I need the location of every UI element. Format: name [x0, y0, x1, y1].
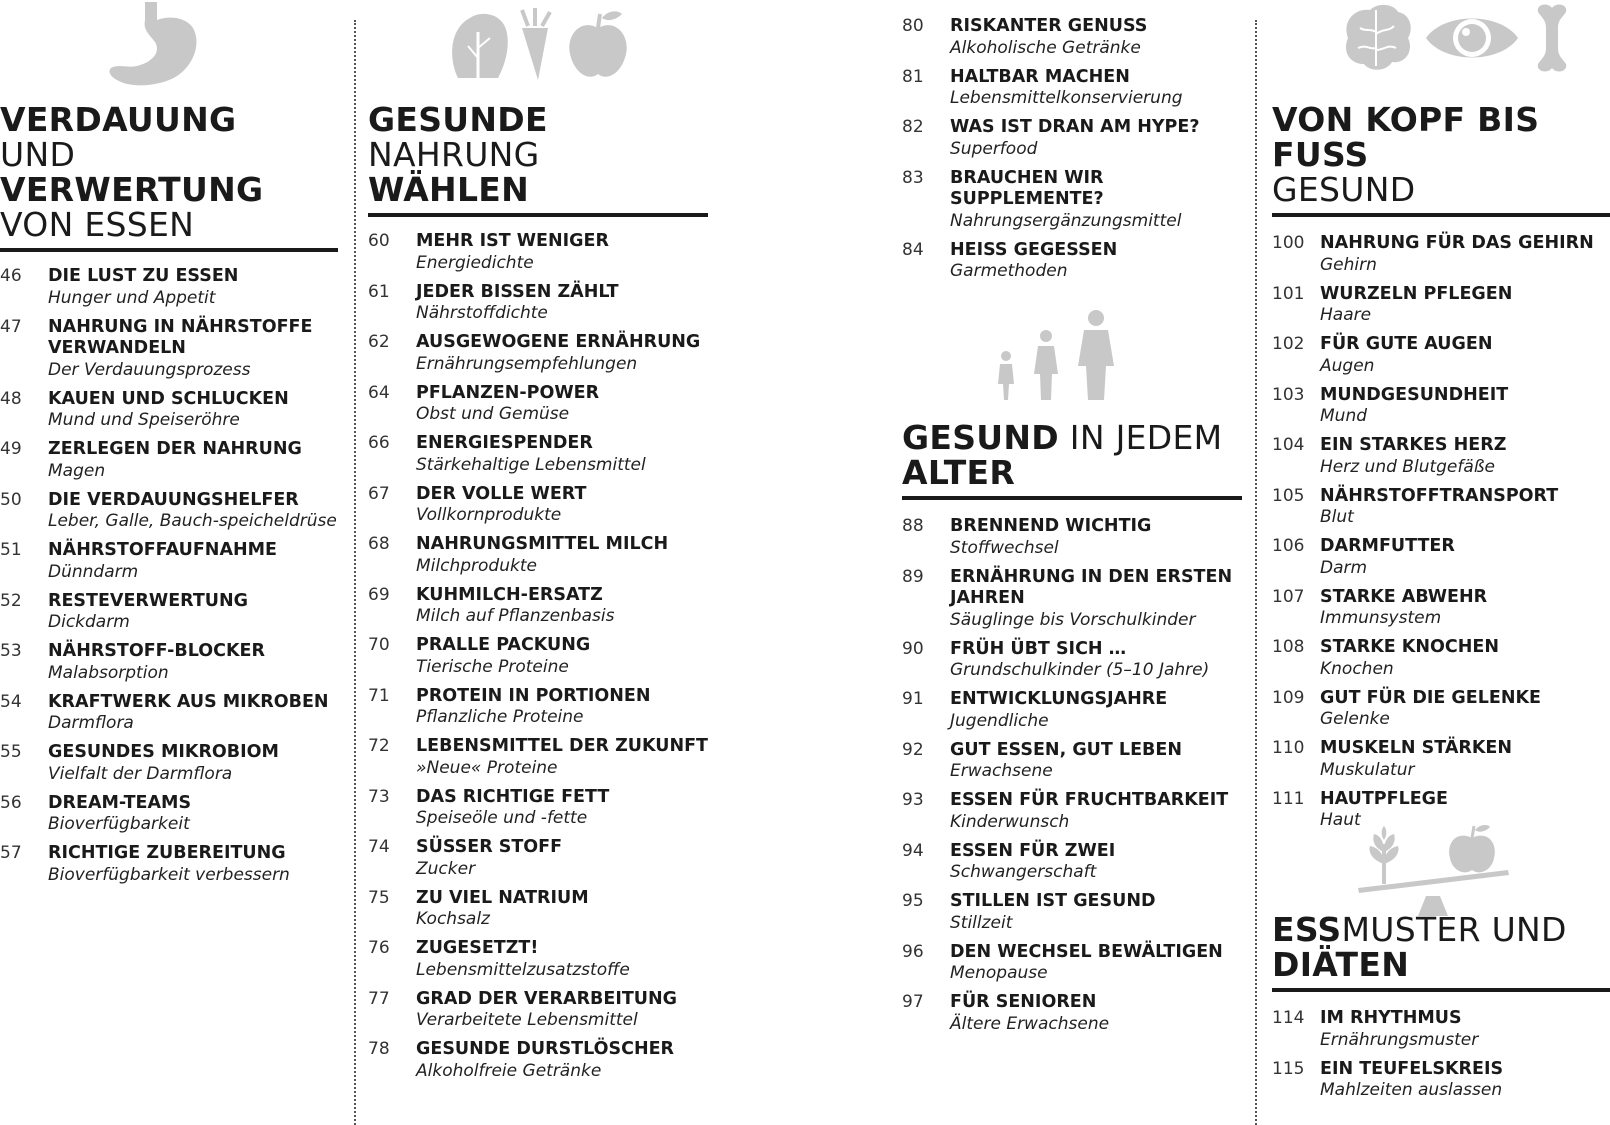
entry-subtitle: Jugendliche — [950, 710, 1049, 731]
page-number: 67 — [368, 483, 390, 504]
entry-subtitle: Kochsalz — [416, 909, 490, 929]
entry-title: JEDER BISSEN ZÄHLT — [416, 281, 619, 302]
entry-title: KRAFTWERK AUS MIKROBEN — [48, 691, 329, 712]
page-number: 95 — [902, 891, 924, 911]
heading-part: GESUND — [1272, 170, 1416, 209]
entry-title: ESSEN FÜR FRUCHTBARKEIT — [950, 790, 1229, 810]
toc-entry[interactable] — [368, 686, 708, 729]
entry-title: NAHRUNGSMITTEL MILCH — [416, 534, 669, 554]
toc-entry[interactable] — [1272, 688, 1610, 731]
entry-subtitle: Grundschulkinder (5–10 Jahre) — [950, 660, 1210, 680]
page-number: 109 — [1272, 687, 1305, 708]
page-number: 50 — [0, 489, 22, 510]
heading-part: DIÄTEN — [1272, 945, 1410, 984]
page-number: 75 — [368, 887, 390, 908]
entry-title: GESUNDES MIKROBIOM — [48, 742, 279, 762]
toc-entry[interactable] — [1272, 385, 1610, 428]
page-number: 82 — [902, 117, 924, 137]
page-number: 70 — [368, 635, 390, 655]
page-number: 64 — [368, 382, 390, 403]
page-number: 88 — [902, 516, 924, 536]
page-number: 51 — [0, 540, 22, 560]
entry-subtitle: Immunsystem — [1320, 608, 1442, 628]
entry-title: ZERLEGEN DER NAHRUNG — [48, 439, 302, 459]
toc-entry[interactable] — [902, 942, 1242, 985]
heading-part: UND — [0, 135, 76, 174]
entry-subtitle: Darmflora — [48, 713, 134, 733]
entry-title: MUSKELN STÄRKEN — [1320, 738, 1512, 758]
toc-entry[interactable] — [1272, 738, 1610, 781]
page-number: 97 — [902, 992, 924, 1012]
entry-title: RISKANTER GENUSS — [950, 16, 1148, 36]
entry-title: WURZELN PFLEGEN — [1320, 283, 1513, 304]
heading-part: VERWERTUNG — [0, 170, 264, 209]
toc-list-continued — [902, 16, 1242, 290]
page-number: 78 — [368, 1039, 390, 1059]
entry-title: LEBENSMITTEL DER ZUKUNFT — [416, 736, 708, 756]
heading-part: VON KOPF BIS FUSS — [1272, 100, 1540, 174]
entry-subtitle: Alkoholfreie Getränke — [416, 1060, 602, 1081]
column-divider — [1255, 20, 1257, 1125]
entry-subtitle: Nahrungsergänzungsmittel — [950, 210, 1182, 231]
entry-title: DER VOLLE WERT — [416, 483, 587, 504]
entry-title: STARKE KNOCHEN — [1320, 637, 1499, 657]
toc-entry[interactable] — [0, 692, 338, 735]
heading-line — [1272, 947, 1610, 982]
entry-subtitle: Obst und Gemüse — [416, 404, 570, 424]
entry-subtitle: Nährstoffdichte — [416, 303, 548, 323]
page-number: 62 — [368, 332, 390, 352]
entry-subtitle: Herz und Blutgefäße — [1320, 456, 1495, 477]
page-number: 107 — [1272, 586, 1305, 607]
entry-title: ENERGIESPENDER — [416, 433, 593, 453]
toc-entry[interactable] — [368, 484, 708, 527]
entry-subtitle: Alkoholische Getränke — [950, 37, 1141, 58]
entry-title: DAS RICHTIGE FETT — [416, 786, 610, 807]
page-number: 104 — [1272, 435, 1305, 455]
toc-entry[interactable] — [368, 888, 708, 931]
page-number: 108 — [1272, 637, 1305, 657]
page-number: 94 — [902, 840, 924, 861]
page-number: 52 — [0, 590, 22, 611]
entry-subtitle: Stillzeit — [950, 912, 1013, 933]
entry-title: FÜR GUTE AUGEN — [1320, 334, 1493, 354]
toc-entry[interactable] — [0, 439, 338, 482]
toc-entry[interactable] — [902, 240, 1242, 283]
entry-title: KUHMILCH-ERSATZ — [416, 584, 603, 605]
toc-entry[interactable] — [1272, 486, 1610, 529]
toc-list — [1272, 233, 1610, 832]
family-icon — [996, 306, 1126, 402]
entry-subtitle: Tierische Proteine — [416, 656, 569, 677]
page-number: 111 — [1272, 788, 1305, 809]
entry-subtitle: Mahlzeiten auslassen — [1320, 1080, 1503, 1100]
heading-part: IN JEDEM — [1059, 418, 1223, 457]
heading-line — [902, 455, 1242, 490]
body-icons — [1340, 2, 1580, 74]
entry-subtitle: Gelenke — [1320, 709, 1390, 729]
entry-title: IM RHYTHMUS — [1320, 1008, 1462, 1028]
toc-entry[interactable] — [902, 16, 1242, 59]
entry-subtitle: Menopause — [950, 963, 1048, 983]
heading-line — [0, 137, 338, 207]
entry-subtitle: Mund — [1320, 406, 1368, 426]
entry-title: WAS IST DRAN AM HYPE? — [950, 117, 1200, 137]
toc-entry[interactable] — [368, 534, 708, 577]
section-heading — [368, 102, 708, 207]
page-number: 106 — [1272, 536, 1305, 556]
page-number: 102 — [1272, 334, 1305, 354]
entry-title: NÄHRSTOFFAUFNAHME — [48, 540, 278, 560]
entry-title: DEN WECHSEL BEWÄLTIGEN — [950, 941, 1223, 962]
heading-part: ALTER — [902, 453, 1016, 492]
heading-part: GESUND — [902, 418, 1060, 457]
page-number: 66 — [368, 433, 390, 453]
toc-entry[interactable] — [0, 843, 338, 886]
entry-title: GESUNDE DURSTLÖSCHER — [416, 1039, 675, 1059]
entry-title: DREAM-TEAMS — [48, 792, 192, 813]
entry-title: EIN STARKES HERZ — [1320, 435, 1507, 455]
page-number: 114 — [1272, 1008, 1305, 1028]
entry-subtitle: Speiseöle und -fette — [416, 808, 588, 828]
heading-line — [1272, 172, 1610, 207]
entry-title: DARMFUTTER — [1320, 536, 1455, 556]
page-number: 71 — [368, 685, 390, 706]
toc-entry[interactable] — [1272, 334, 1610, 377]
heading-line — [1272, 912, 1610, 947]
entry-title: FRÜH ÜBT SICH … — [950, 638, 1127, 659]
toc-entry[interactable] — [0, 793, 338, 836]
entry-title: PROTEIN IN PORTIONEN — [416, 685, 651, 706]
toc-entry[interactable] — [902, 168, 1242, 233]
entry-subtitle: Zucker — [416, 858, 476, 879]
heading-part: ESS — [1272, 910, 1342, 949]
entry-title: NAHRUNG FÜR DAS GEHIRN — [1320, 233, 1594, 253]
entry-title: STARKE ABWEHR — [1320, 586, 1488, 607]
entry-subtitle: Haare — [1320, 305, 1372, 325]
toc-entry[interactable] — [368, 383, 708, 426]
heading-line — [368, 102, 708, 172]
heading-rule — [1272, 988, 1610, 992]
entry-title: KAUEN UND SCHLUCKEN — [48, 388, 289, 409]
entry-title: PFLANZEN-POWER — [416, 382, 600, 403]
page-number: 48 — [0, 388, 22, 409]
heading-rule — [902, 496, 1242, 500]
entry-subtitle: Superfood — [950, 138, 1038, 159]
entry-title: EIN TEUFELSKREIS — [1320, 1058, 1504, 1079]
entry-subtitle: Darm — [1320, 557, 1368, 578]
toc-entry[interactable] — [1272, 587, 1610, 630]
page-number: 55 — [0, 742, 22, 762]
page-number: 53 — [0, 641, 22, 661]
entry-title: NÄHRSTOFFTRANSPORT — [1320, 485, 1559, 506]
entry-title: ERNÄHRUNG IN DEN ERSTEN JAHREN — [950, 566, 1233, 608]
toc-entry[interactable] — [902, 567, 1242, 632]
page-number: 103 — [1272, 384, 1305, 405]
heading-part: VON ESSEN — [0, 205, 195, 244]
page-number: 57 — [0, 843, 22, 863]
toc-entry[interactable] — [368, 938, 708, 981]
page-number: 90 — [902, 638, 924, 659]
entry-subtitle: Bioverfügbarkeit verbessern — [48, 864, 290, 885]
toc-entry[interactable] — [0, 641, 338, 684]
entry-title: AUSGEWOGENE ERNÄHRUNG — [416, 332, 701, 352]
page-number: 110 — [1272, 738, 1305, 758]
page-number: 61 — [368, 281, 390, 302]
heading-line — [0, 207, 338, 242]
toc-entry[interactable] — [0, 540, 338, 583]
page-number: 56 — [0, 792, 22, 813]
entry-subtitle: Lebensmittelzusatzstoffe — [416, 959, 630, 980]
entry-subtitle: Vollkornprodukte — [416, 505, 562, 525]
toc-entry[interactable] — [1272, 637, 1610, 680]
entry-title: GUT FÜR DIE GELENKE — [1320, 687, 1542, 708]
entry-title: BRAUCHEN WIR SUPPLEMENTE? — [950, 167, 1104, 209]
toc-entry[interactable] — [902, 740, 1242, 783]
toc-entry[interactable] — [902, 841, 1242, 884]
page-number: 105 — [1272, 485, 1305, 506]
entry-subtitle: Schwangerschaft — [950, 862, 1097, 882]
toc-entry[interactable] — [902, 117, 1242, 160]
toc-list — [0, 266, 338, 886]
toc-entry[interactable] — [368, 837, 708, 880]
entry-subtitle: Vielfalt der Darmflora — [48, 763, 233, 784]
heading-line — [902, 420, 1242, 455]
toc-entry[interactable] — [902, 67, 1242, 110]
entry-subtitle: Knochen — [1320, 658, 1394, 679]
toc-entry[interactable] — [368, 1039, 708, 1082]
entry-subtitle: Leber, Galle, Bauch-speicheldrüse — [48, 511, 337, 531]
entry-subtitle: Lebensmittelkonservierung — [950, 88, 1183, 108]
apple-icon — [569, 11, 626, 76]
heading-part: MUSTER UND — [1341, 910, 1567, 949]
page-number: 101 — [1272, 283, 1305, 304]
toc-entry[interactable] — [902, 639, 1242, 682]
entry-title: ZU VIEL NATRIUM — [416, 887, 589, 908]
toc-entry[interactable] — [902, 992, 1242, 1035]
entry-subtitle: Hunger und Appetit — [48, 287, 216, 308]
entry-subtitle: Magen — [48, 460, 106, 481]
page-number: 74 — [368, 837, 390, 857]
entry-title: SÜSSER STOFF — [416, 837, 563, 857]
page-number: 73 — [368, 786, 390, 807]
toc-entry[interactable] — [902, 689, 1242, 732]
toc-entry[interactable] — [0, 591, 338, 634]
entry-subtitle: Kinderwunsch — [950, 811, 1070, 832]
toc-entry[interactable] — [1272, 1008, 1610, 1051]
page-number: 68 — [368, 534, 390, 554]
entry-subtitle: Dickdarm — [48, 612, 130, 632]
page-number: 89 — [902, 566, 924, 587]
entry-title: ESSEN FÜR ZWEI — [950, 840, 1116, 861]
toc-entry[interactable] — [0, 266, 338, 309]
entry-subtitle: Ältere Erwachsene — [950, 1013, 1110, 1034]
entry-subtitle: Mund und Speiseröhre — [48, 410, 240, 430]
entry-subtitle: Pflanzliche Proteine — [416, 707, 584, 727]
heading-line — [1272, 102, 1610, 172]
page-number: 91 — [902, 689, 924, 709]
page-number: 96 — [902, 941, 924, 962]
entry-title: RICHTIGE ZUBEREITUNG — [48, 843, 286, 863]
heading-rule — [1272, 213, 1610, 217]
entry-subtitle: Blut — [1320, 507, 1354, 527]
column-kopf-fuss — [1272, 0, 1610, 1125]
column-divider — [354, 20, 356, 1125]
heading-rule — [368, 213, 708, 217]
eye-icon — [1426, 19, 1518, 58]
page-number: 69 — [368, 584, 390, 605]
stomach-icon — [105, 2, 201, 92]
page-number: 93 — [902, 790, 924, 810]
toc-entry[interactable] — [0, 490, 338, 533]
page-number: 80 — [902, 16, 924, 36]
section-heading — [0, 102, 338, 242]
entry-subtitle: Ernährungsmuster — [1320, 1029, 1479, 1050]
heading-line — [368, 172, 708, 207]
entry-subtitle: Erwachsene — [950, 761, 1053, 781]
page-number: 60 — [368, 231, 390, 251]
heading-line — [0, 102, 338, 137]
entry-title: GUT ESSEN, GUT LEBEN — [950, 739, 1182, 760]
heading-part: GESUNDE — [368, 100, 548, 139]
heading-part: VERDAUUNG — [0, 100, 237, 139]
entry-subtitle: Dünndarm — [48, 561, 139, 582]
column-verdauung — [0, 0, 338, 1125]
page-number: 47 — [0, 316, 22, 337]
heading-part: WÄHLEN — [368, 170, 530, 209]
entry-subtitle: Milchprodukte — [416, 555, 537, 576]
entry-title: HEISS GEGESSEN — [950, 239, 1118, 260]
toc-entry[interactable] — [1272, 536, 1610, 579]
section-heading — [1272, 102, 1610, 207]
page-number: 92 — [902, 739, 924, 760]
toc-entry[interactable] — [368, 231, 708, 274]
toc-entry[interactable] — [368, 332, 708, 375]
page-number: 46 — [0, 266, 22, 286]
column-alter — [902, 0, 1242, 1125]
entry-subtitle: Stärkehaltige Lebensmittel — [416, 454, 646, 475]
toc-entry[interactable] — [368, 736, 708, 779]
toc-entry[interactable] — [368, 787, 708, 830]
page-number: 77 — [368, 988, 390, 1009]
toc-entry[interactable] — [0, 389, 338, 432]
entry-subtitle: Haut — [1320, 810, 1361, 830]
brain-icon — [1346, 5, 1411, 70]
entry-title: ENTWICKLUNGSJAHRE — [950, 689, 1168, 709]
toc-entry[interactable] — [368, 989, 708, 1032]
entry-title: MEHR IST WENIGER — [416, 231, 609, 251]
toc-entry[interactable] — [1272, 1059, 1610, 1102]
entry-subtitle: Augen — [1320, 355, 1375, 376]
entry-title: DIE LUST ZU ESSEN — [48, 266, 239, 286]
toc-entry[interactable] — [902, 790, 1242, 833]
column-nahrung — [368, 0, 708, 1125]
toc-list — [368, 231, 708, 1082]
toc-entry[interactable] — [0, 742, 338, 785]
bone-icon — [1538, 5, 1566, 72]
entry-title: DIE VERDAUUNGSHELFER — [48, 489, 299, 510]
page-number: 54 — [0, 691, 22, 712]
page-number: 72 — [368, 736, 390, 756]
entry-title: RESTEVERWERTUNG — [48, 590, 249, 611]
entry-title: PRALLE PACKUNG — [416, 635, 591, 655]
entry-title: HALTBAR MACHEN — [950, 66, 1130, 87]
page-number: 100 — [1272, 233, 1305, 253]
toc-list — [1272, 1008, 1610, 1102]
toc-entry[interactable] — [368, 282, 708, 325]
entry-title: HAUTPFLEGE — [1320, 788, 1449, 809]
entry-subtitle: Muskulatur — [1320, 759, 1415, 780]
toc-entry[interactable] — [368, 585, 708, 628]
page-number: 84 — [902, 239, 924, 260]
page-number: 115 — [1272, 1058, 1305, 1079]
section-heading — [1272, 912, 1610, 982]
entry-title: ZUGESETZT! — [416, 938, 539, 958]
entry-subtitle: Verarbeitete Lebensmittel — [416, 1010, 638, 1030]
entry-title: GRAD DER VERARBEITUNG — [416, 988, 678, 1009]
section-heading — [902, 420, 1242, 490]
entry-subtitle: Säuglinge bis Vorschulkinder — [950, 609, 1196, 630]
entry-subtitle: »Neue« Proteine — [416, 757, 558, 778]
heading-rule — [0, 248, 338, 252]
entry-title: MUNDGESUNDHEIT — [1320, 384, 1509, 405]
entry-subtitle: Energiedichte — [416, 252, 534, 273]
toc-entry[interactable] — [902, 891, 1242, 934]
toc-list — [902, 516, 1242, 1035]
entry-title: NAHRUNG IN NÄHRSTOFFE VERWANDELN — [48, 316, 313, 358]
toc-entry[interactable] — [1272, 435, 1610, 478]
page-number: 83 — [902, 167, 924, 188]
toc-entry[interactable] — [1272, 284, 1610, 327]
toc-entry[interactable] — [0, 317, 338, 382]
entry-title: STILLEN IST GESUND — [950, 891, 1156, 911]
toc-entry[interactable] — [368, 635, 708, 678]
balance-scale-icon — [1354, 824, 1514, 924]
entry-subtitle: Bioverfügbarkeit — [48, 814, 190, 834]
entry-subtitle: Stoffwechsel — [950, 537, 1059, 558]
carrot-icon — [522, 8, 550, 80]
entry-title: NÄHRSTOFF-BLOCKER — [48, 641, 265, 661]
toc-entry[interactable] — [1272, 233, 1610, 276]
entry-subtitle: Gehirn — [1320, 254, 1377, 275]
entry-subtitle: Ernährungsempfehlungen — [416, 353, 638, 374]
heading-part: NAHRUNG — [368, 135, 540, 174]
entry-title: FÜR SENIOREN — [950, 992, 1097, 1012]
entry-subtitle: Malabsorption — [48, 662, 169, 683]
entry-title: BRENNEND WICHTIG — [950, 516, 1152, 536]
toc-entry[interactable] — [902, 516, 1242, 559]
page-number: 81 — [902, 66, 924, 87]
food-icons — [448, 8, 638, 80]
page-number: 49 — [0, 439, 22, 459]
entry-subtitle: Der Verdauungsprozess — [48, 359, 251, 380]
entry-subtitle: Milch auf Pflanzenbasis — [416, 606, 615, 626]
page-number: 76 — [368, 938, 390, 958]
entry-subtitle: Garmethoden — [950, 261, 1068, 281]
toc-entry[interactable] — [368, 433, 708, 476]
lettuce-icon — [452, 14, 508, 78]
